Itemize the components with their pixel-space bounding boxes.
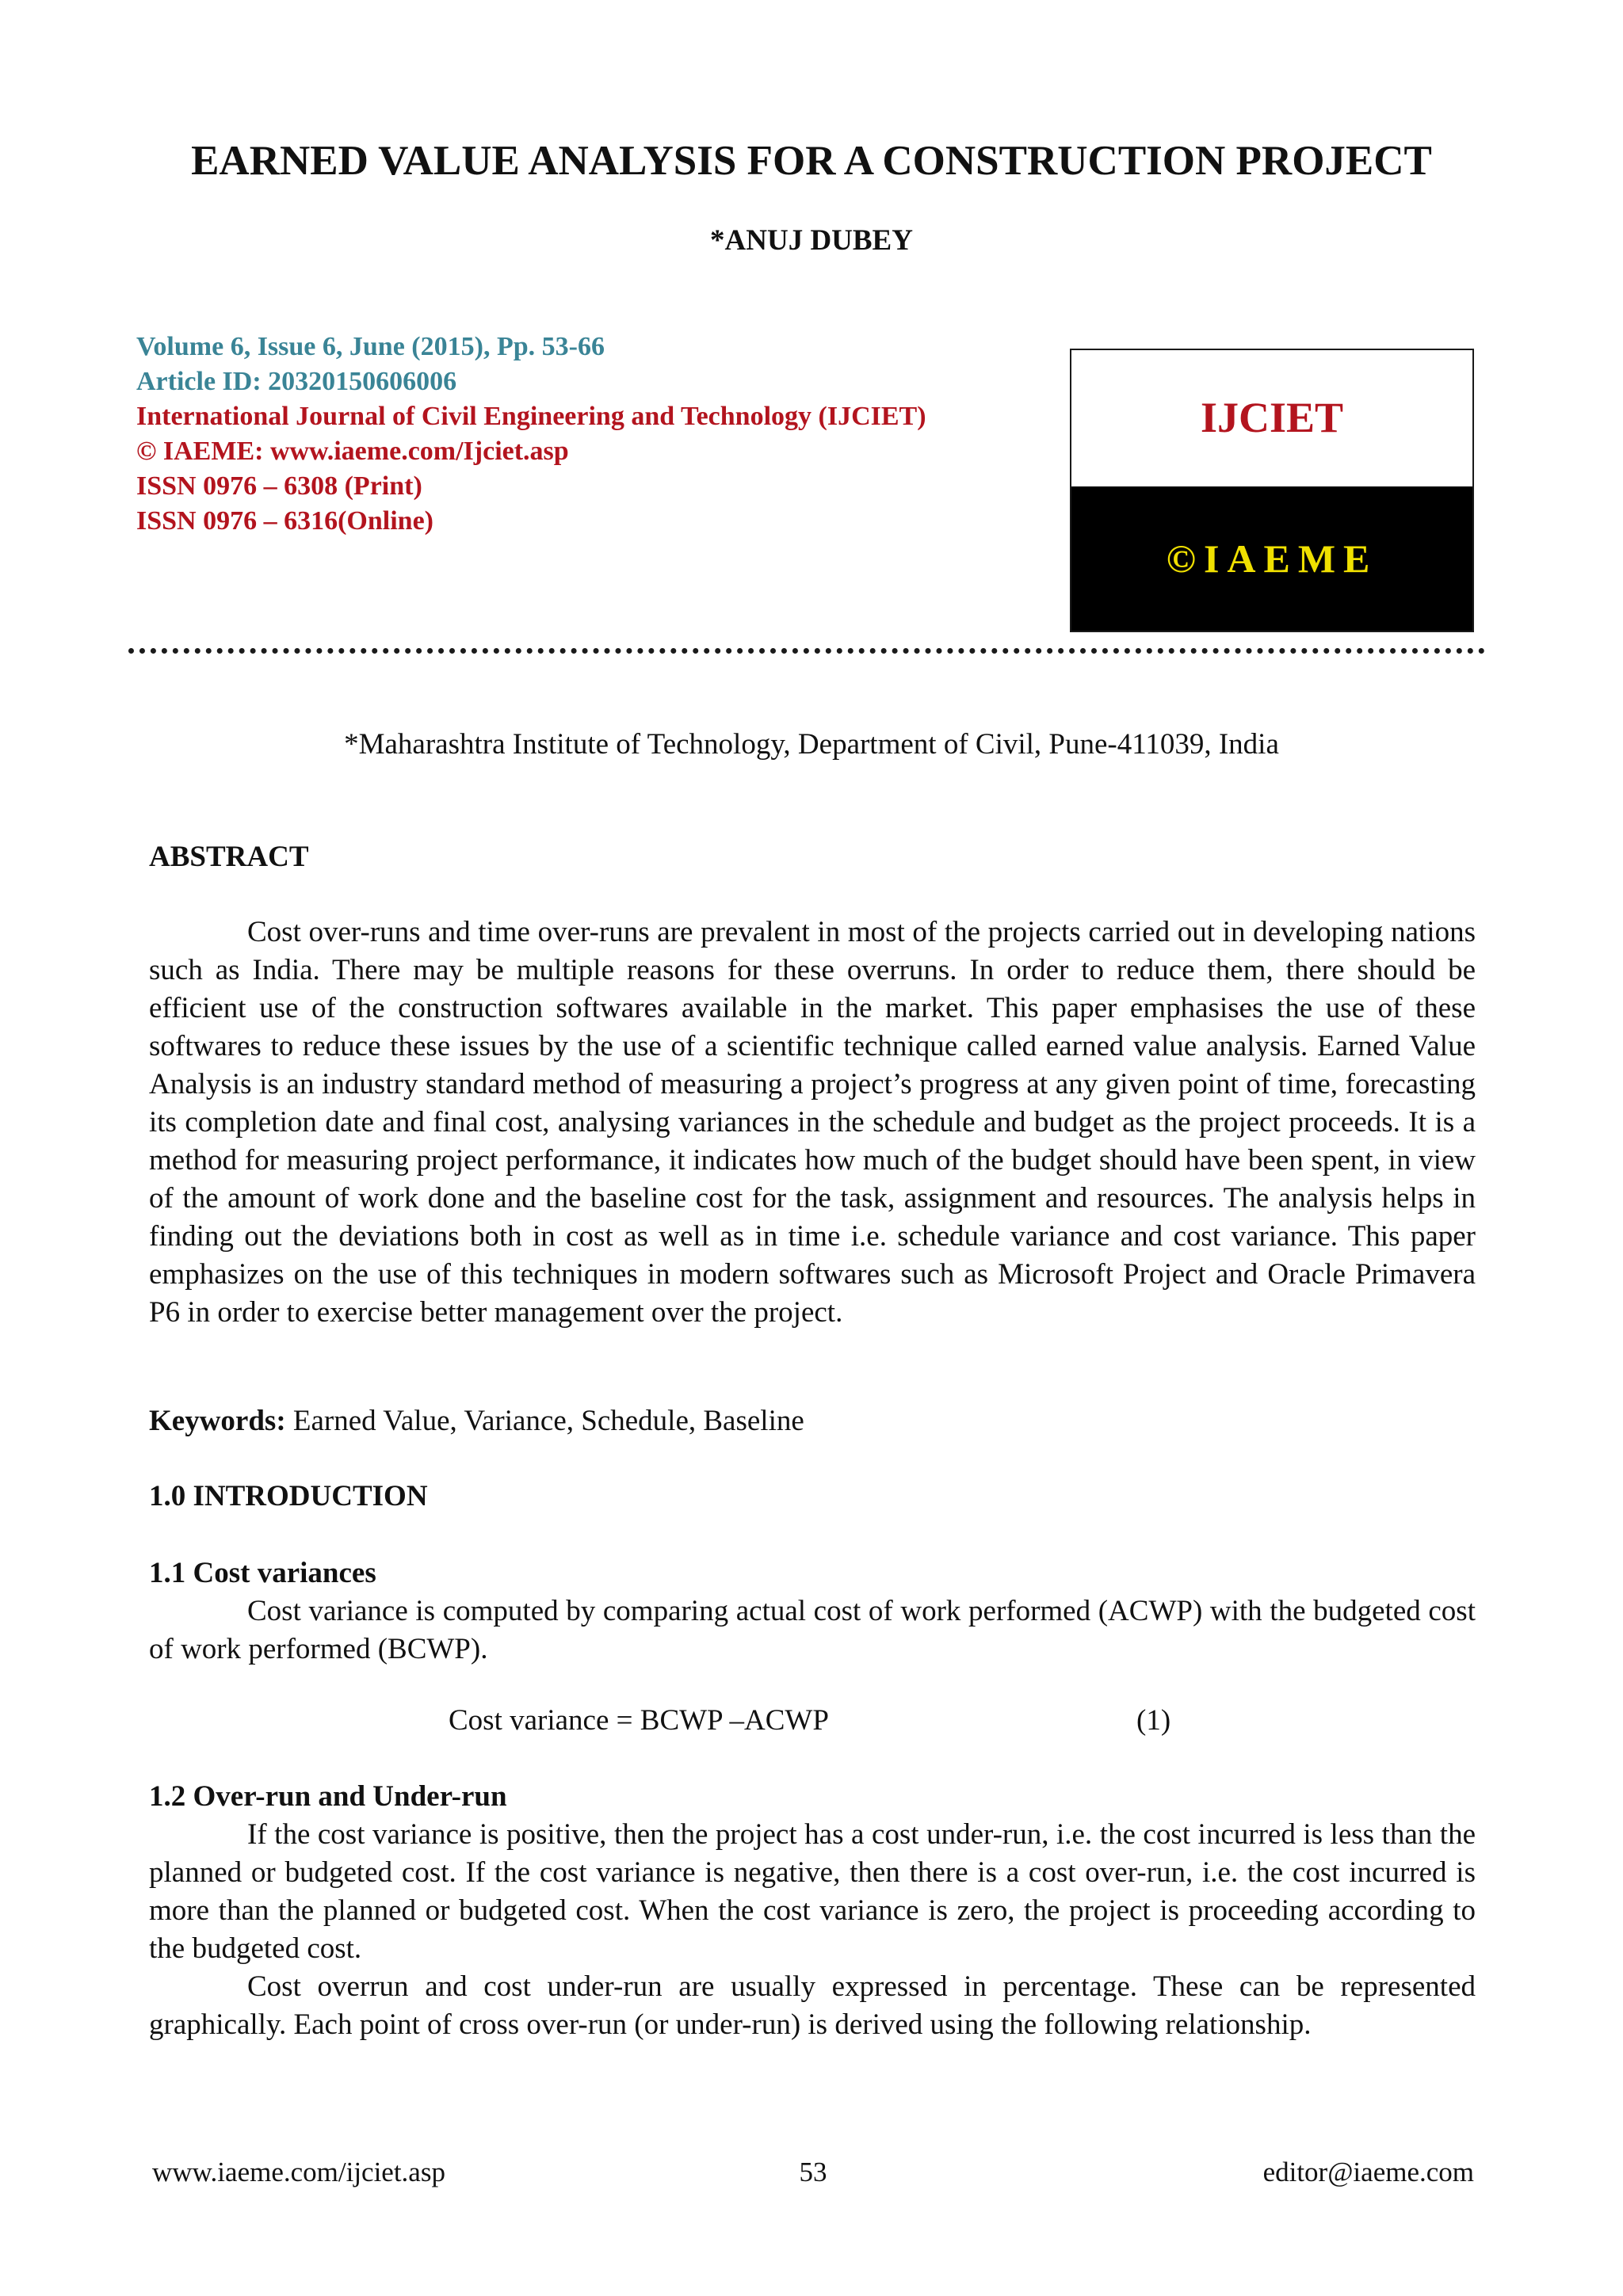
- section-1-2-paragraph-1: If the cost variance is positive, then the project has a cost under-run, i.e. the cost incurred is less than the planned or budgeted cost. If the cost variance is negative, then there is a cost over-run, i.e. the cost incurred is more than the planned or budgeted cost. When the cost variance is zero, the project is proceeding according to the budgeted cost.: [149, 1818, 1476, 1965]
- author-affiliation: *Maharashtra Institute of Technology, Department of Civil, Pune-411039, India: [344, 728, 1279, 761]
- footer-email: editor@iaeme.com: [1262, 2157, 1474, 2187]
- keywords-list: Earned Value, Variance, Schedule, Baseline: [285, 1405, 804, 1437]
- copyright-line: © IAEME: www.iaeme.com/Ijciet.asp: [136, 437, 569, 466]
- abstract-body: [149, 913, 1476, 1332]
- equation-number: (1): [1136, 1704, 1171, 1737]
- section-1-1-paragraph: Cost variance is computed by comparing actual cost of work performed (ACWP) with the budgeted cost of work performed (BCWP).: [149, 1595, 1476, 1665]
- publisher-badge: ©IAEME: [1071, 486, 1472, 631]
- page-footer: [152, 2153, 1474, 2191]
- dotted-divider: [128, 648, 1485, 654]
- abstract-paragraph: Cost over-runs and time over-runs are prevalent in most of the projects carried out in developing nations such as India. There may be multiple reasons for these overruns. In order to reduce them, there should be efficient use of the construction softwares available in the market. This paper emphasises the use of these softwares to reduce these issues by the use of a scientific technique called earned value analysis. Earned Value Analysis is an industry standard method of measuring a project’s progress at any given point of time, forecasting its completion date and final cost, analysing variances in the schedule and budget as the project proceeds. It is a method for measuring project performance, it indicates how much of the budget should have been spent, in view of the amount of work done and the baseline cost for the task, assignment and resources. The analysis helps in finding out the deviations both in cost as well as in time i.e. schedule variance and cost variance. This paper emphasizes on the use of this techniques in modern softwares such as Microsoft Project and Oracle Primavera P6 in order to exercise better management over the project.: [149, 916, 1476, 1329]
- footer-website: www.iaeme.com/ijciet.asp: [152, 2157, 445, 2187]
- section-1-1-body: [149, 1592, 1476, 1669]
- issn-print-line: ISSN 0976 – 6308 (Print): [136, 471, 422, 501]
- journal-badge-name: IJCIET: [1200, 394, 1344, 441]
- article-id-line: Article ID: 20320150606006: [136, 367, 457, 396]
- journal-name-line: International Journal of Civil Engineering and Technology (IJCIET): [136, 402, 926, 431]
- equation-text: Cost variance = BCWP –ACWP: [449, 1704, 829, 1737]
- volume-line: Volume 6, Issue 6, June (2015), Pp. 53-66: [136, 332, 605, 361]
- section-1-2-paragraph-2: Cost overrun and cost under-run are usually expressed in percentage. These can be represented graphically. Each point of cross over-run (or under-run) is derived using the following relationship.: [149, 1970, 1476, 2041]
- paper-title: EARNED VALUE ANALYSIS FOR A CONSTRUCTION PROJECT: [191, 138, 1432, 184]
- journal-badge: [1070, 349, 1474, 632]
- cost-variance-equation: [449, 1702, 1241, 1740]
- section-1-2-heading: 1.2 Over-run and Under-run: [149, 1780, 507, 1813]
- section-1-1-heading: 1.1 Cost variances: [149, 1557, 376, 1589]
- page-number: 53: [799, 2157, 827, 2187]
- keywords-block: [149, 1402, 1476, 1440]
- introduction-heading: 1.0 INTRODUCTION: [149, 1480, 428, 1512]
- author-name: *ANUJ DUBEY: [710, 224, 913, 257]
- publication-meta: [136, 330, 1056, 539]
- keywords-label: Keywords:: [149, 1405, 286, 1437]
- section-1-2-body: [149, 1816, 1476, 2044]
- issn-online-line: ISSN 0976 – 6316(Online): [136, 506, 433, 536]
- abstract-heading: ABSTRACT: [149, 841, 309, 873]
